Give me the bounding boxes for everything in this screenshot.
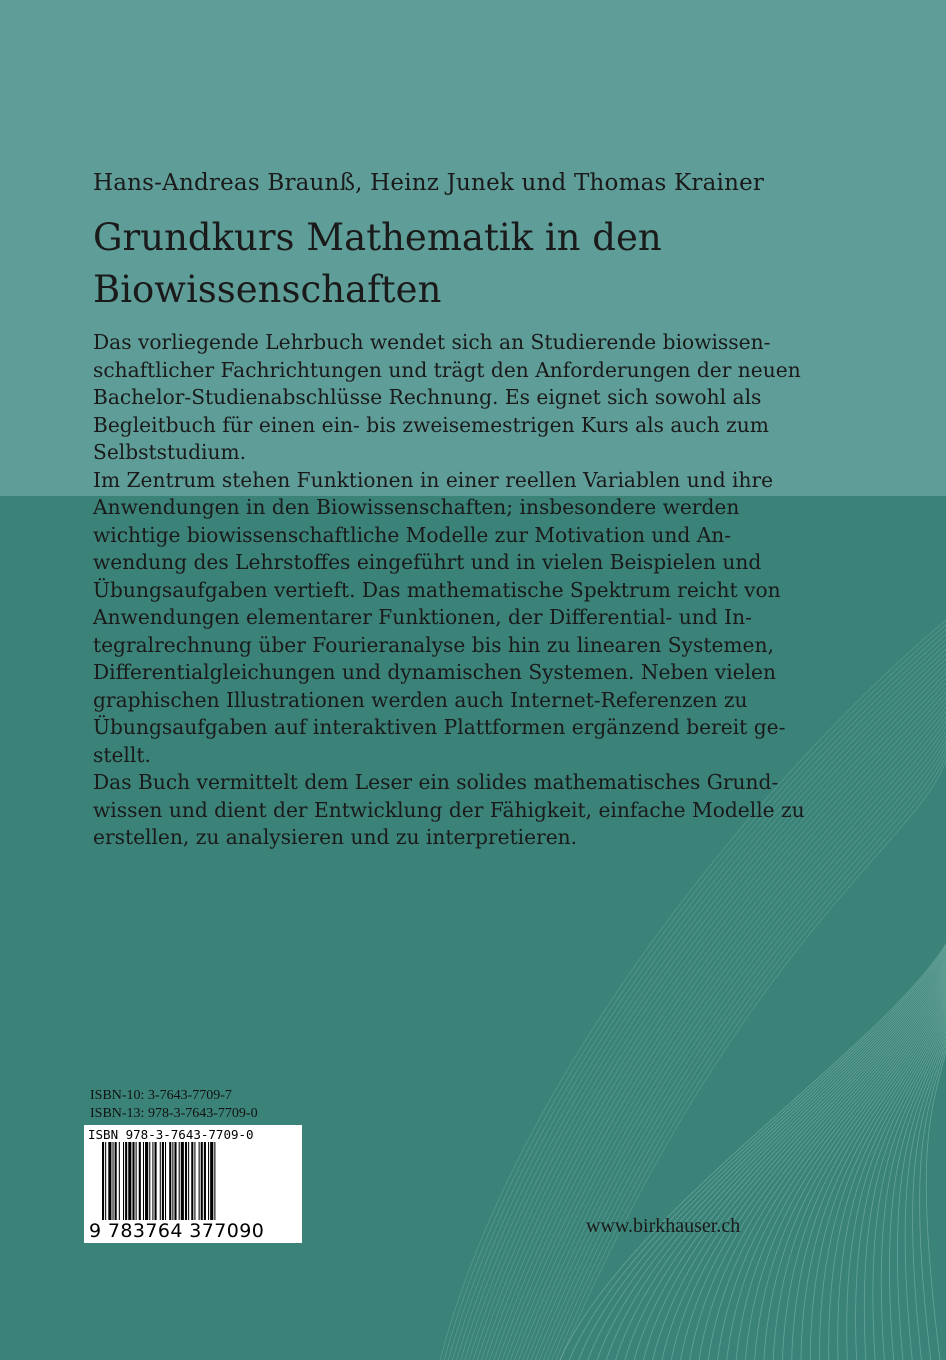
barcode-bar xyxy=(149,1142,150,1220)
barcode-bar xyxy=(199,1142,200,1220)
barcode-bar xyxy=(143,1142,144,1220)
isbn-13: ISBN-13: 978-3-7643-7709-0 xyxy=(90,1106,258,1121)
barcode-bar xyxy=(181,1142,184,1220)
curve-line xyxy=(597,884,946,1360)
barcode-bar xyxy=(128,1142,131,1220)
curve-line xyxy=(727,898,946,1360)
barcode-bars-graphic xyxy=(102,1142,296,1220)
barcode-bar xyxy=(194,1142,195,1220)
barcode-bar xyxy=(155,1142,157,1220)
barcode-bar xyxy=(162,1142,164,1220)
title-line-2: Biowissenschaften xyxy=(93,268,442,311)
barcode-bar xyxy=(174,1142,176,1220)
publisher-website: www.birkhauser.ch xyxy=(586,1215,741,1237)
blurb-paragraph-3: Das Buch vermittelt dem Leser ein solides mathematisches Grund- wissen und dient der Entwicklung der Fähigkeit, einfache Modelle zu erstellen, zu analysieren und zu interpretieren. xyxy=(93,770,805,849)
barcode-bar xyxy=(188,1142,189,1220)
barcode-bar xyxy=(102,1142,104,1220)
barcode-bar xyxy=(115,1142,117,1220)
barcode-bar xyxy=(136,1142,137,1220)
barcode-bar xyxy=(214,1142,215,1220)
barcode-bar xyxy=(152,1142,153,1220)
barcode-bar xyxy=(165,1142,166,1220)
curve-line xyxy=(905,917,946,1360)
curve-line xyxy=(864,912,946,1360)
blurb-paragraph-1: Das vorliegende Lehrbuch wendet sich an Studierende biowissen- schaftlicher Fachrichtungen und trägt den Anforderungen der neuen Bachelor-Studienabschlüsse Rechnung. Es eignet sich sowohl als Begleitbuch für einen ein- bis zweisemestrigen Kurs als auch zum Selbststudium. xyxy=(93,330,801,464)
barcode-bar xyxy=(172,1142,173,1220)
barcode-bar xyxy=(123,1142,124,1220)
curve-line xyxy=(653,890,946,1360)
barcode xyxy=(84,1125,302,1243)
barcode-bar xyxy=(119,1142,120,1220)
barcode-bar xyxy=(191,1142,193,1220)
barcode-bar xyxy=(160,1142,161,1220)
isbn-10: ISBN-10: 3-7643-7709-7 xyxy=(90,1088,232,1103)
barcode-bar xyxy=(204,1142,206,1220)
barcode-bar xyxy=(145,1142,148,1220)
barcode-number: 9 783764 377090 xyxy=(89,1220,265,1242)
barcode-bar xyxy=(132,1142,134,1220)
barcode-bar xyxy=(105,1142,106,1220)
barcode-bar xyxy=(113,1142,114,1220)
curve-line xyxy=(643,889,946,1360)
barcode-bar xyxy=(169,1142,171,1220)
barcode-bar xyxy=(179,1142,180,1220)
book-title xyxy=(93,212,808,316)
barcode-bar xyxy=(108,1142,111,1220)
title-line-1: Grundkurs Mathematik in den xyxy=(93,216,662,259)
barcode-bar xyxy=(201,1142,203,1220)
barcode-bar xyxy=(185,1142,187,1220)
blurb-text xyxy=(93,329,808,852)
blurb-paragraph-2: Im Zentrum stehen Funktionen in einer reellen Variablen und ihre Anwendungen in den Biowissenschaften; insbesondere werden wichtige biowissenschaftliche Modelle zur Motivation und An- wendung des Lehrstoffes eingeführt und in vielen Beispielen und Übungsaufgaben vertieft. Das mathematische Spektrum reicht von Anwendungen elementarer Funktionen, der Differential- und In- tegralrechnung über Fourieranalyse bis hin zu linearen Systemen, Differentialgleichungen und dynamischen Systemen. Neben vielen graphischen Illustrationen werden auch Internet-Referenzen zu Übungsaufgaben auf interaktiven Plattformen ergänzend bereit ge- stellt. xyxy=(93,467,786,767)
isbn-block xyxy=(90,1087,258,1123)
authors: Hans-Andreas Braunß, Heinz Junek und Thomas Krainer xyxy=(93,170,765,196)
barcode-bar xyxy=(210,1142,213,1220)
barcode-isbn-label: ISBN 978-3-7643-7709-0 xyxy=(88,1127,254,1142)
barcode-bar xyxy=(139,1142,141,1220)
curve-line xyxy=(792,904,946,1360)
barcode-bar xyxy=(208,1142,209,1220)
barcode-bar xyxy=(125,1142,127,1220)
curve-line xyxy=(671,892,946,1360)
